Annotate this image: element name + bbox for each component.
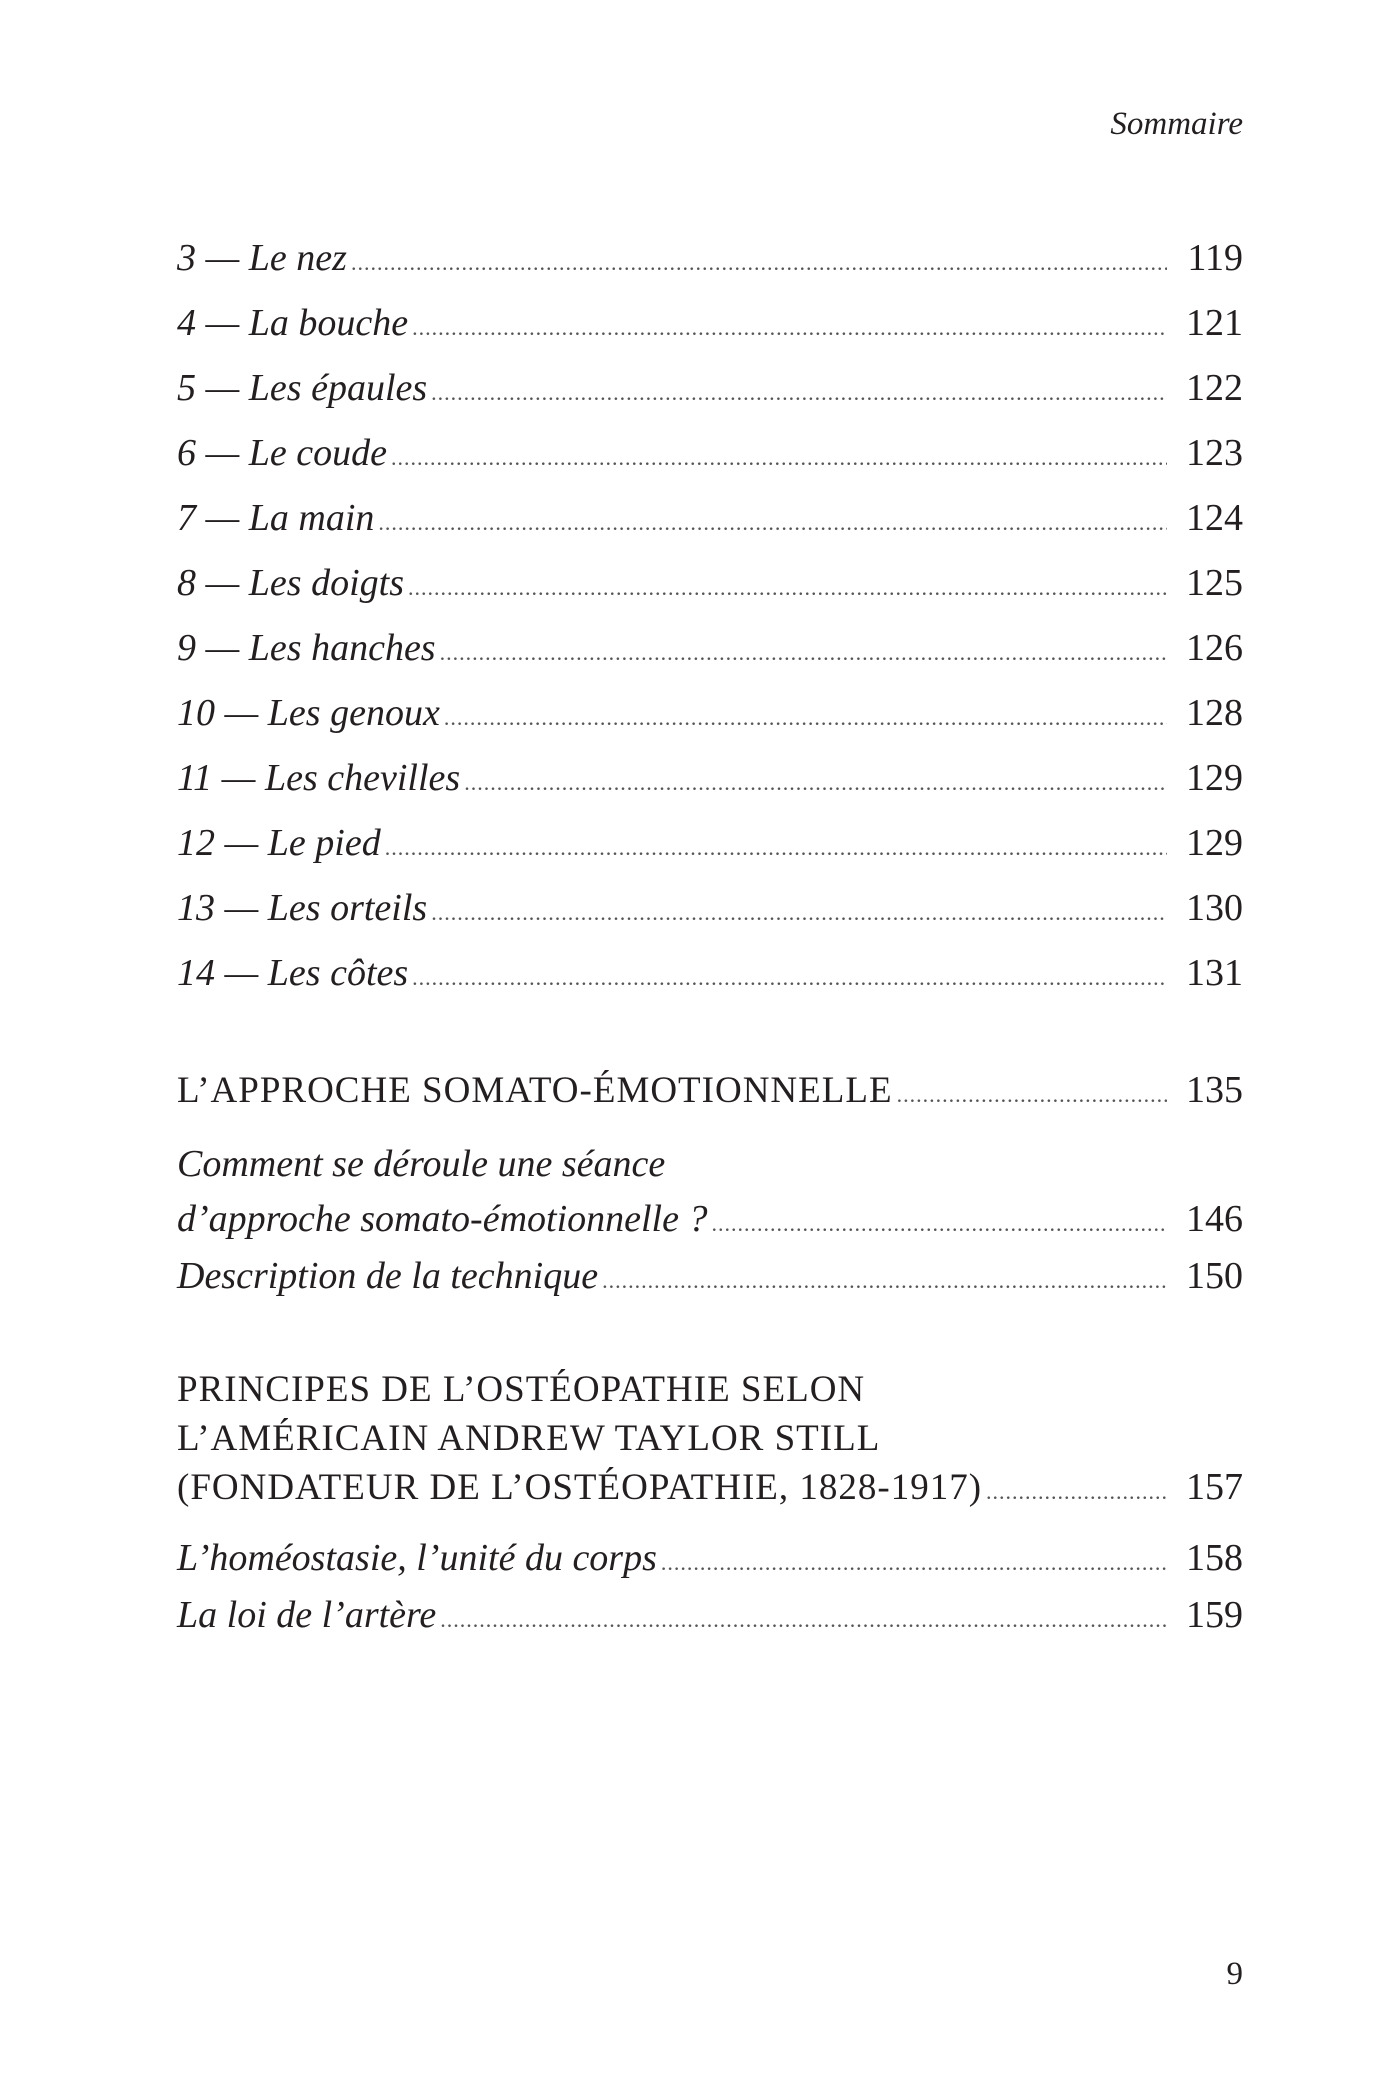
toc-page-number: 146 <box>1186 1198 1243 1240</box>
toc-page-number: 129 <box>1186 757 1243 799</box>
leader-dots <box>444 685 1167 750</box>
toc-entry-label-line1: Comment se déroule une séance <box>177 1143 666 1185</box>
toc-section-title-line3: (FONDATEUR DE L’OSTÉOPATHIE, 1828-1917) <box>177 1467 983 1508</box>
section-spacer <box>177 1305 1243 1365</box>
toc-page-number: 125 <box>1186 562 1243 604</box>
toc-entry[interactable] <box>177 421 1243 486</box>
leader-dots <box>408 555 1167 620</box>
toc-entry-label: 8 — Les doigts <box>177 562 404 604</box>
toc-entry-label: 6 — Le coude <box>177 432 388 474</box>
leader-dots <box>897 1062 1167 1127</box>
toc-entry-label: 7 — La main <box>177 497 375 539</box>
toc-entry-label: Description de la technique <box>177 1255 599 1297</box>
leader-dots <box>378 490 1167 555</box>
toc-entry[interactable] <box>177 551 1243 616</box>
leader-dots <box>602 1252 1167 1309</box>
toc-entry[interactable] <box>177 226 1243 291</box>
toc-entry-label: L’homéostasie, l’unité du corps <box>177 1537 657 1579</box>
toc-page-number: 130 <box>1186 887 1243 929</box>
toc-entry-label-line2: d’approche somato-émotionnelle ? <box>177 1198 708 1240</box>
leader-dots <box>431 360 1167 425</box>
toc-entry-homeostasie[interactable] <box>177 1530 1243 1587</box>
toc-page-number: 128 <box>1186 692 1243 734</box>
leader-dots <box>464 750 1167 815</box>
toc-entry-label: La loi de l’artère <box>177 1594 437 1636</box>
leader-dots <box>986 1467 1167 1516</box>
toc-page-number: 119 <box>1187 237 1243 279</box>
toc-entry-label: 5 — Les épaules <box>177 367 428 409</box>
toc-page-number: 124 <box>1186 497 1243 539</box>
toc-page-number: 159 <box>1186 1594 1243 1636</box>
toc-page-number: 126 <box>1186 627 1243 669</box>
section-spacer <box>177 1006 1243 1058</box>
table-of-contents <box>177 226 1243 1644</box>
toc-entry[interactable] <box>177 746 1243 811</box>
toc-section-title-line1: PRINCIPES DE L’OSTÉOPATHIE SELON <box>177 1369 866 1410</box>
leader-dots <box>711 1195 1167 1252</box>
toc-section-title-line2: L’AMÉRICAIN ANDREW TAYLOR STILL <box>177 1418 881 1459</box>
toc-entry-label: 3 — Le nez <box>177 237 347 279</box>
toc-entry[interactable] <box>177 356 1243 421</box>
toc-entry-label: 14 — Les côtes <box>177 952 409 994</box>
toc-section-title-line3-row <box>177 1463 1243 1512</box>
toc-section-principes[interactable] <box>177 1365 1243 1512</box>
leader-dots <box>440 1591 1167 1648</box>
toc-section-title: L’APPROCHE SOMATO-ÉMOTIONNELLE <box>177 1070 893 1111</box>
toc-page-number: 129 <box>1186 822 1243 864</box>
toc-entry-label: 11 — Les chevilles <box>177 757 461 799</box>
toc-entry-label: 4 — La bouche <box>177 302 409 344</box>
toc-page-number: 123 <box>1186 432 1243 474</box>
leader-dots <box>412 295 1167 360</box>
toc-entry[interactable] <box>177 811 1243 876</box>
toc-page-number: 157 <box>1186 1466 1243 1508</box>
toc-page-number: 121 <box>1186 302 1243 344</box>
toc-entry-loi-artere[interactable] <box>177 1587 1243 1644</box>
leader-dots <box>431 880 1167 945</box>
toc-entry-label: 12 — Le pied <box>177 822 381 864</box>
toc-entry-description[interactable] <box>177 1248 1243 1305</box>
toc-entry-label: 13 — Les orteils <box>177 887 428 929</box>
toc-page-number: 135 <box>1186 1069 1243 1111</box>
leader-dots <box>391 425 1167 490</box>
page-number: 9 <box>1226 1956 1243 1992</box>
toc-entry[interactable] <box>177 486 1243 551</box>
toc-entry-line2 <box>177 1191 1243 1248</box>
toc-body-items <box>177 226 1243 1006</box>
toc-page-number: 131 <box>1186 952 1243 994</box>
toc-entry-label: 9 — Les hanches <box>177 627 436 669</box>
toc-entry-seance[interactable] <box>177 1133 1243 1248</box>
toc-entry[interactable] <box>177 616 1243 681</box>
toc-entry[interactable] <box>177 941 1243 1006</box>
leader-dots <box>351 230 1167 295</box>
toc-section-somato[interactable] <box>177 1058 1243 1123</box>
toc-entry-label: 10 — Les genoux <box>177 692 440 734</box>
leader-dots <box>661 1534 1167 1591</box>
leader-dots <box>412 945 1167 1010</box>
running-head: Sommaire <box>1110 106 1243 142</box>
toc-page-number: 158 <box>1186 1537 1243 1579</box>
toc-page-number: 122 <box>1186 367 1243 409</box>
toc-entry[interactable] <box>177 681 1243 746</box>
toc-entry[interactable] <box>177 876 1243 941</box>
leader-dots <box>385 815 1167 880</box>
leader-dots <box>440 620 1167 685</box>
toc-page-number: 150 <box>1186 1255 1243 1297</box>
toc-entry[interactable] <box>177 291 1243 356</box>
